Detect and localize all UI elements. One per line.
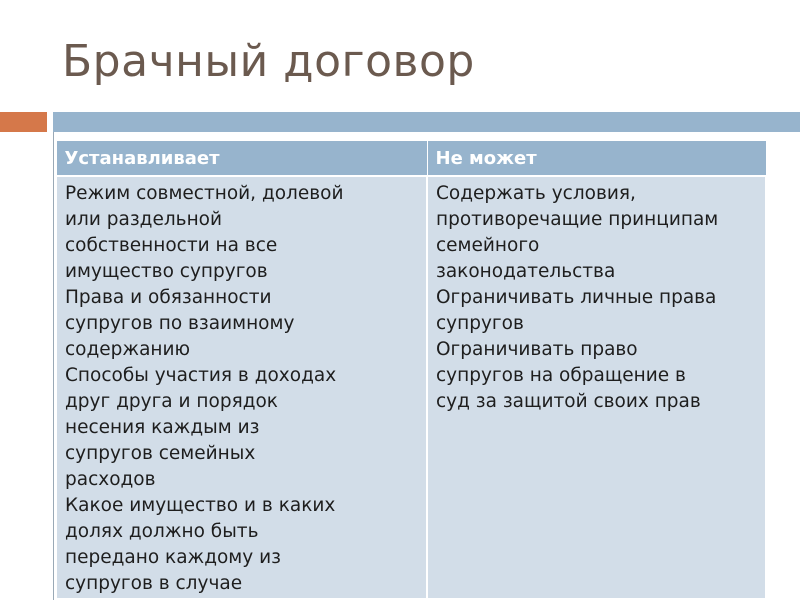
- cell-line: противоречащие принципам: [436, 209, 719, 230]
- cell-line: супругов по взаимному: [65, 313, 295, 334]
- cell-line: Ограничивать право: [436, 339, 638, 360]
- cell-line: супругов в случае: [65, 573, 243, 594]
- cell-line: супругов семейных: [65, 443, 256, 464]
- cell-line: несения каждым из: [65, 417, 260, 438]
- cell-line: или раздельной: [65, 209, 223, 230]
- cell-line: законодательства: [436, 261, 616, 282]
- cell-line: имущество супругов: [65, 261, 268, 282]
- cell-establishes: [56, 176, 427, 599]
- cell-line: супругов: [436, 313, 524, 334]
- contract-table: [55, 140, 767, 600]
- header-establishes: Устанавливает: [56, 141, 427, 177]
- cell-line: расходов: [65, 469, 156, 490]
- title-rule-bar: [53, 112, 800, 132]
- accent-bar: [0, 112, 47, 132]
- table-header-row: [56, 141, 766, 177]
- cell-line: содержанию: [65, 339, 191, 360]
- cell-line: Права и обязанности: [65, 287, 272, 308]
- cell-line: Способы участия в доходах: [65, 365, 337, 386]
- cell-line: семейного: [436, 235, 540, 256]
- cell-line: Какое имущество и в каких: [65, 495, 336, 516]
- decorative-bracket-line: [53, 132, 54, 600]
- table-row: [56, 176, 766, 599]
- cell-line: Ограничивать личные права: [436, 287, 717, 308]
- cell-line: друг друга и порядок: [65, 391, 278, 412]
- cell-line: Содержать условия,: [436, 183, 636, 204]
- cell-line: Режим совместной, долевой: [65, 183, 344, 204]
- cell-line: суд за защитой своих прав: [436, 391, 701, 412]
- cell-line: передано каждому из: [65, 547, 281, 568]
- slide-title: Брачный договор: [62, 36, 475, 87]
- cell-line: собственности на все: [65, 235, 278, 256]
- cell-line: долях должно быть: [65, 521, 259, 542]
- cell-line: супругов на обращение в: [436, 365, 686, 386]
- header-cannot: Не может: [427, 141, 766, 177]
- cell-cannot: [427, 176, 766, 599]
